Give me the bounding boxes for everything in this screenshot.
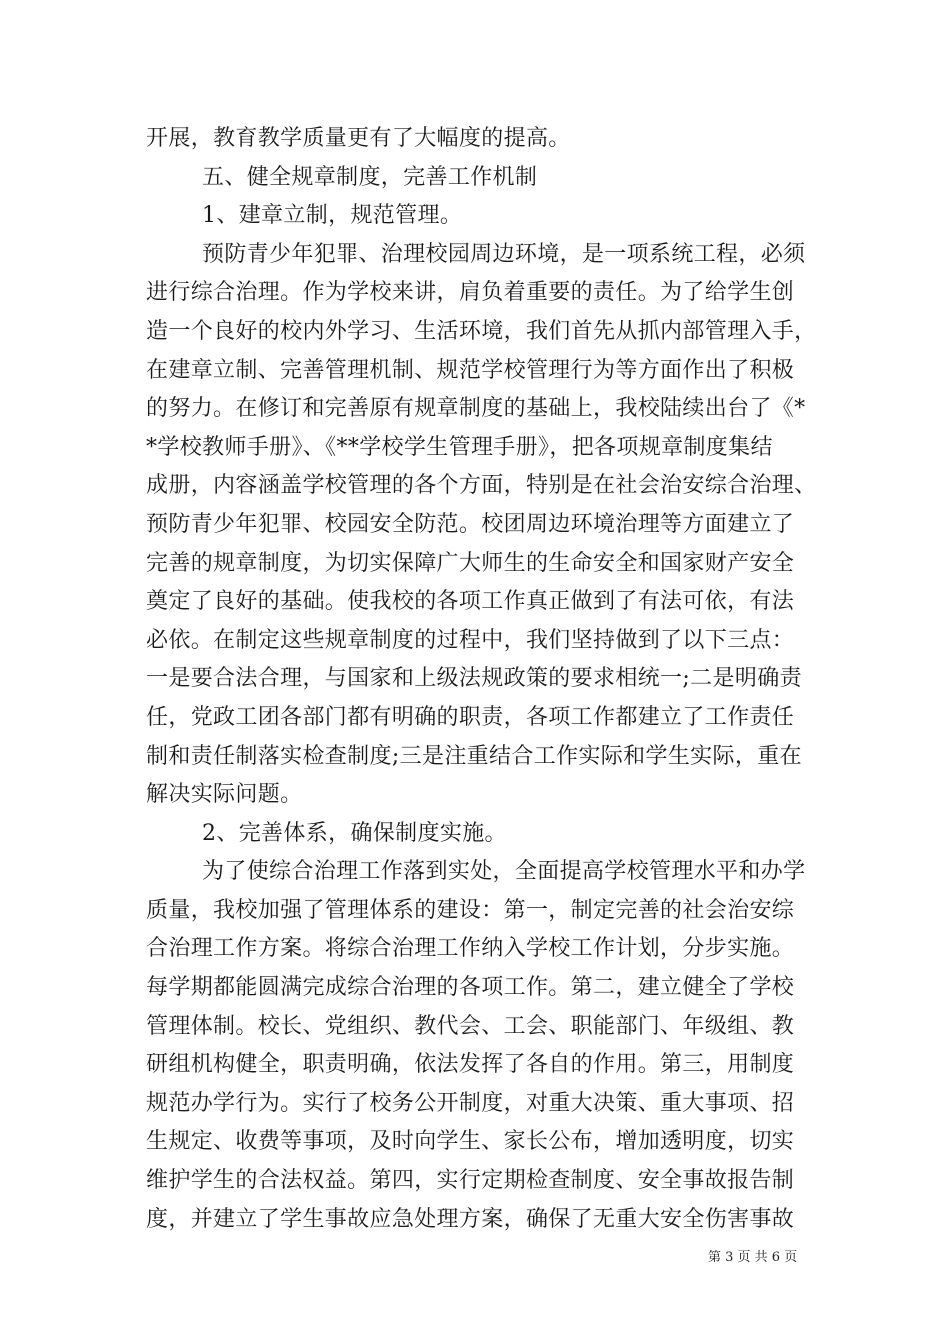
text-line: 完善的规章制度，为切实保障广大师生的生命安全和国家财产安全 xyxy=(146,550,795,576)
text-line: 质量，我校加强了管理体系的建设：第一，制定完善的社会治安综 xyxy=(146,897,795,923)
text-line: 开展，教育教学质量更有了大幅度的提高。 xyxy=(146,126,571,151)
text-line: 为了使综合治理工作落到实处，全面提高学校管理水平和办学 xyxy=(202,859,806,885)
text-line: 管理体制。校长、党组织、教代会、工会、职能部门、年级组、教 xyxy=(146,1013,795,1039)
text-line: 预防青少年犯罪、校园安全防范。校团周边环境治理等方面建立了 xyxy=(146,511,795,537)
text-line: 任，党政工团各部门都有明确的职责，各项工作都建立了工作责任 xyxy=(146,704,795,730)
text-line: 解决实际问题。 xyxy=(146,782,303,808)
text-line: 1、建章立制，规范管理。 xyxy=(202,203,463,229)
text-line: 维护学生的合法权益。第四，实行定期检查制度、安全事故报告制 xyxy=(146,1168,795,1194)
text-line: 的努力。在修订和完善原有规章制度的基础上，我校陆续出台了《* xyxy=(146,396,806,422)
text-line: 奠定了良好的基础。使我校的各项工作真正做到了有法可依，有法 xyxy=(146,589,795,615)
text-line: *学校教师手册》、《**学校学生管理手册》，把各项规章制度集结 xyxy=(146,434,773,460)
text-line: 2、完善体系，确保制度实施。 xyxy=(202,820,507,846)
text-line: 成册，内容涵盖学校管理的各个方面，特别是在社会治安综合治理、 xyxy=(146,473,817,499)
text-line: 在建章立制、完善管理机制、规范学校管理行为等方面作出了积极 xyxy=(146,357,795,383)
text-line: 合治理工作方案。将综合治理工作纳入学校工作计划，分步实施。 xyxy=(146,936,795,962)
document-body xyxy=(146,120,817,1239)
text-line: 制和责任制落实检查制度;三是注重结合工作实际和学生实际，重在 xyxy=(146,743,802,769)
text-line: 度，并建立了学生事故应急处理方案，确保了无重大安全伤害事故 xyxy=(146,1206,795,1232)
text-line: 每学期都能圆满完成综合治理的各项工作。第二，建立健全了学校 xyxy=(146,975,795,1001)
text-line: 一是要合法合理，与国家和上级法规政策的要求相统一;二是明确责 xyxy=(146,666,802,692)
text-line: 规范办学行为。实行了校务公开制度，对重大决策、重大事项、招 xyxy=(146,1090,795,1116)
text-line: 必依。在制定这些规章制度的过程中，我们坚持做到了以下三点： xyxy=(146,627,795,653)
text-line: 进行综合治理。作为学校来讲，肩负着重要的责任。为了给学生创 xyxy=(146,280,795,306)
text-line: 生规定、收费等事项，及时向学生、家长公布，增加透明度，切实 xyxy=(146,1129,795,1155)
text-line: 五、健全规章制度，完善工作机制 xyxy=(202,164,538,190)
text-line: 研组机构健全，职责明确，依法发挥了各自的作用。第三，用制度 xyxy=(146,1052,795,1078)
text-line: 造一个良好的校内外学习、生活环境，我们首先从抓内部管理入手， xyxy=(146,318,817,344)
text-line: 预防青少年犯罪、治理校园周边环境，是一项系统工程，必须 xyxy=(202,241,806,267)
page-number: 第 3 页 共 6 页 xyxy=(708,1250,798,1265)
